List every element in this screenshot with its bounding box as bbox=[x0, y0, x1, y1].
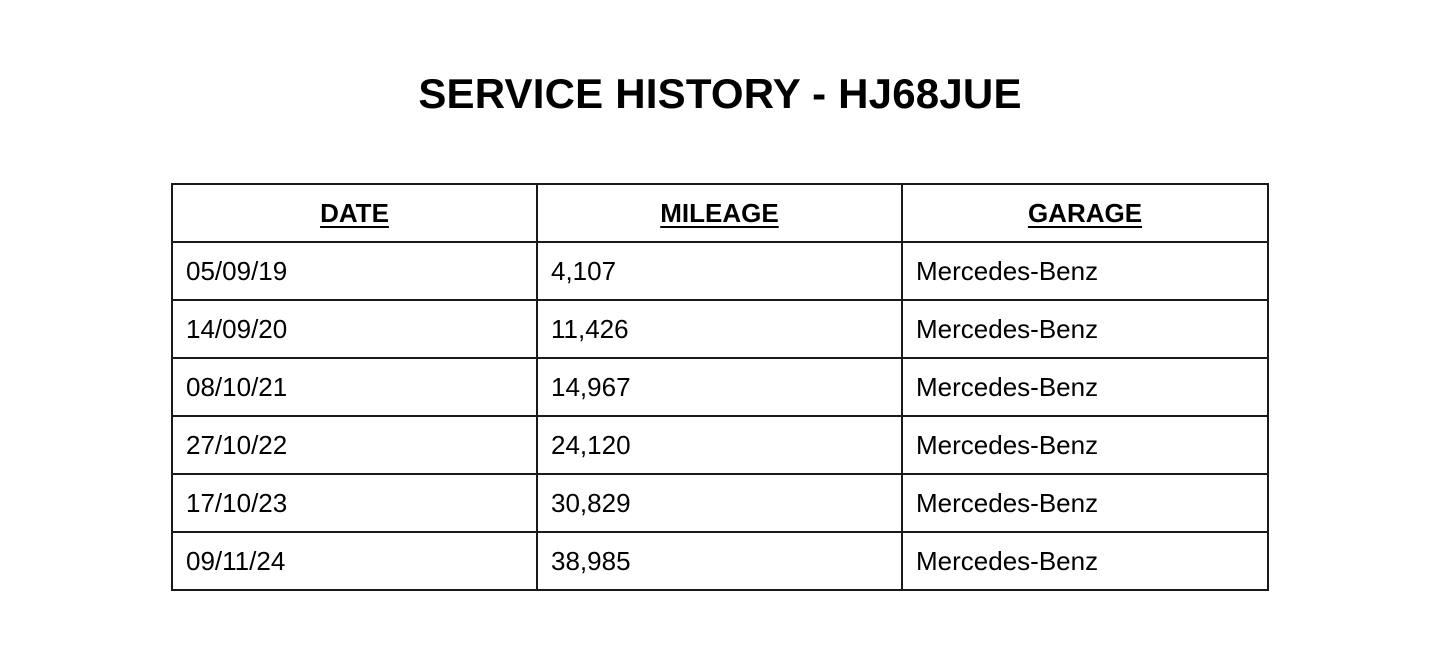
cell-garage: Mercedes-Benz bbox=[902, 416, 1268, 474]
cell-garage: Mercedes-Benz bbox=[902, 300, 1268, 358]
table-header-row bbox=[172, 184, 1268, 242]
cell-date: 09/11/24 bbox=[172, 532, 537, 590]
column-header-date: DATE bbox=[172, 184, 537, 242]
cell-date: 08/10/21 bbox=[172, 358, 537, 416]
cell-garage: Mercedes-Benz bbox=[902, 474, 1268, 532]
column-header-garage: GARAGE bbox=[902, 184, 1268, 242]
cell-date: 05/09/19 bbox=[172, 242, 537, 300]
cell-date: 27/10/22 bbox=[172, 416, 537, 474]
cell-mileage: 38,985 bbox=[537, 532, 902, 590]
table-row bbox=[172, 358, 1268, 416]
cell-mileage: 4,107 bbox=[537, 242, 902, 300]
cell-mileage: 14,967 bbox=[537, 358, 902, 416]
table-row bbox=[172, 474, 1268, 532]
column-header-mileage: MILEAGE bbox=[537, 184, 902, 242]
table-row bbox=[172, 416, 1268, 474]
cell-date: 14/09/20 bbox=[172, 300, 537, 358]
cell-mileage: 24,120 bbox=[537, 416, 902, 474]
table-row bbox=[172, 242, 1268, 300]
cell-mileage: 30,829 bbox=[537, 474, 902, 532]
cell-garage: Mercedes-Benz bbox=[902, 532, 1268, 590]
service-history-table bbox=[171, 183, 1269, 591]
table-row bbox=[172, 532, 1268, 590]
page-title: SERVICE HISTORY - HJ68JUE bbox=[418, 70, 1022, 117]
cell-garage: Mercedes-Benz bbox=[902, 358, 1268, 416]
cell-mileage: 11,426 bbox=[537, 300, 902, 358]
cell-date: 17/10/23 bbox=[172, 474, 537, 532]
table-row bbox=[172, 300, 1268, 358]
cell-garage: Mercedes-Benz bbox=[902, 242, 1268, 300]
